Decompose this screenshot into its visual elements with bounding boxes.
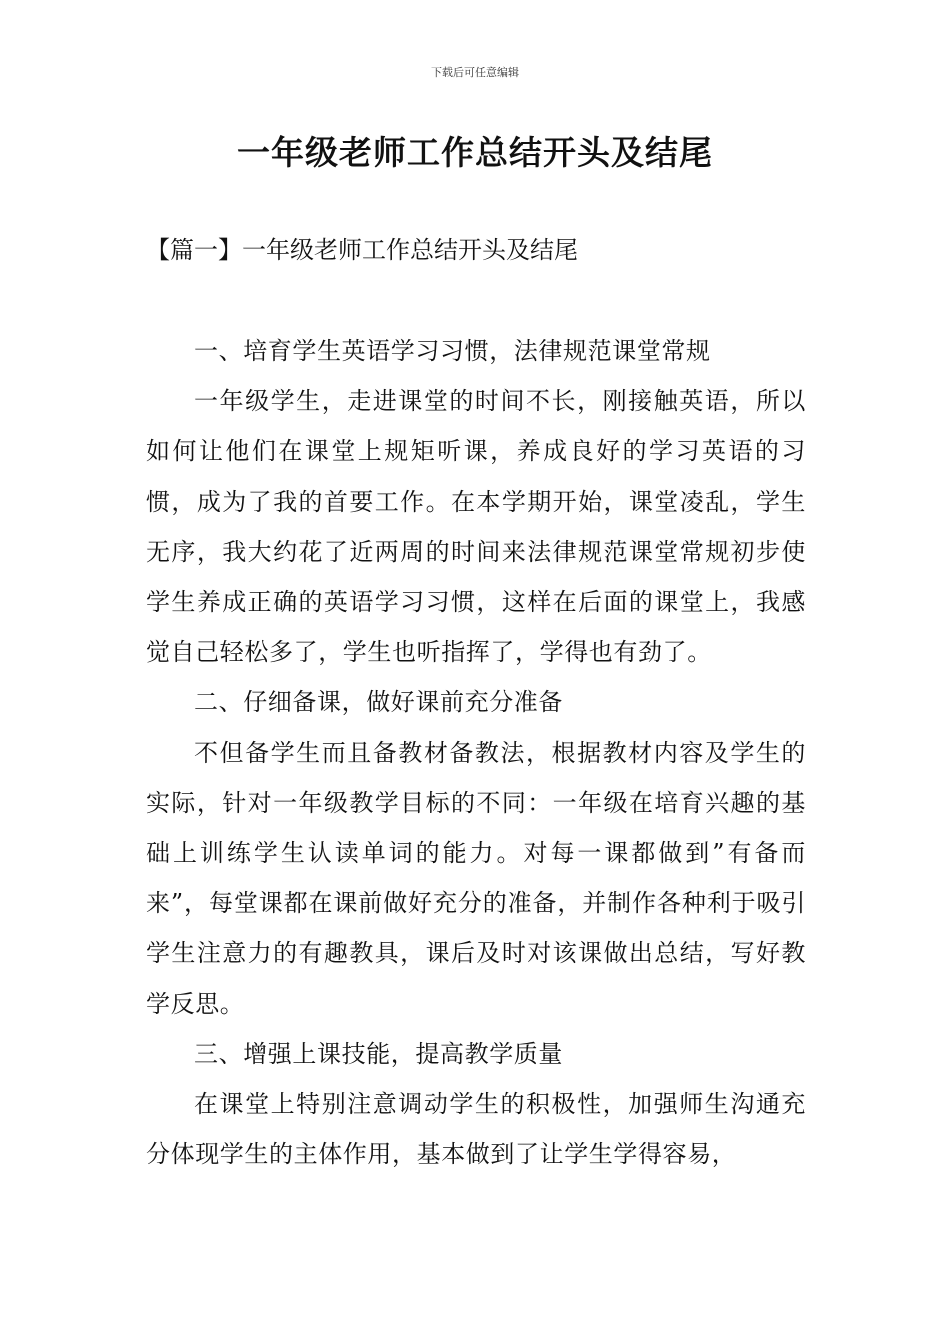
paragraph-1: 一年级学生，走进课堂的时间不长，刚接触英语，所以如何让他们在课堂上规矩听课，养成良好的学习英语的习惯，成为了我的首要工作。在本学期开始，课堂凌乱，学生无序，我大约花了近两周的时间来法律规范课堂常规初步使学生养成正确的英语学习习惯，这样在后面的课堂上，我感觉自己轻松多了，学生也听指挥了，学得也有劲了。	[146, 387, 806, 667]
section-title: 【篇一】一年级老师工作总结开头及结尾	[146, 236, 578, 264]
paragraph-3: 在课堂上特别注意调动学生的积极性，加强师生沟通充分体现学生的主体作用，基本做到了让学生学得容易，	[146, 1090, 806, 1169]
heading-3: 三、增强上课技能，提高教学质量	[194, 1039, 563, 1068]
paragraph-2: 不但备学生而且备教材备教法，根据教材内容及学生的实际，针对一年级教学目标的不同：一年级在培育兴趣的基础上训练学生认读单词的能力。对每一课都做到”有备而来”，每堂课都在课前做好充分的准备，并制作各种利于吸引学生注意力的有趣教具，课后及时对该课做出总结，写好教学反思。	[146, 738, 806, 1018]
header-note: 下载后可任意编辑	[431, 66, 519, 79]
document-body	[146, 326, 806, 1179]
document-title: 一年级老师工作总结开头及结尾	[237, 133, 713, 172]
heading-2: 二、仔细备课，做好课前充分准备	[194, 688, 563, 717]
heading-1: 一、培育学生英语学习习惯，法律规范课堂常规	[194, 337, 711, 365]
